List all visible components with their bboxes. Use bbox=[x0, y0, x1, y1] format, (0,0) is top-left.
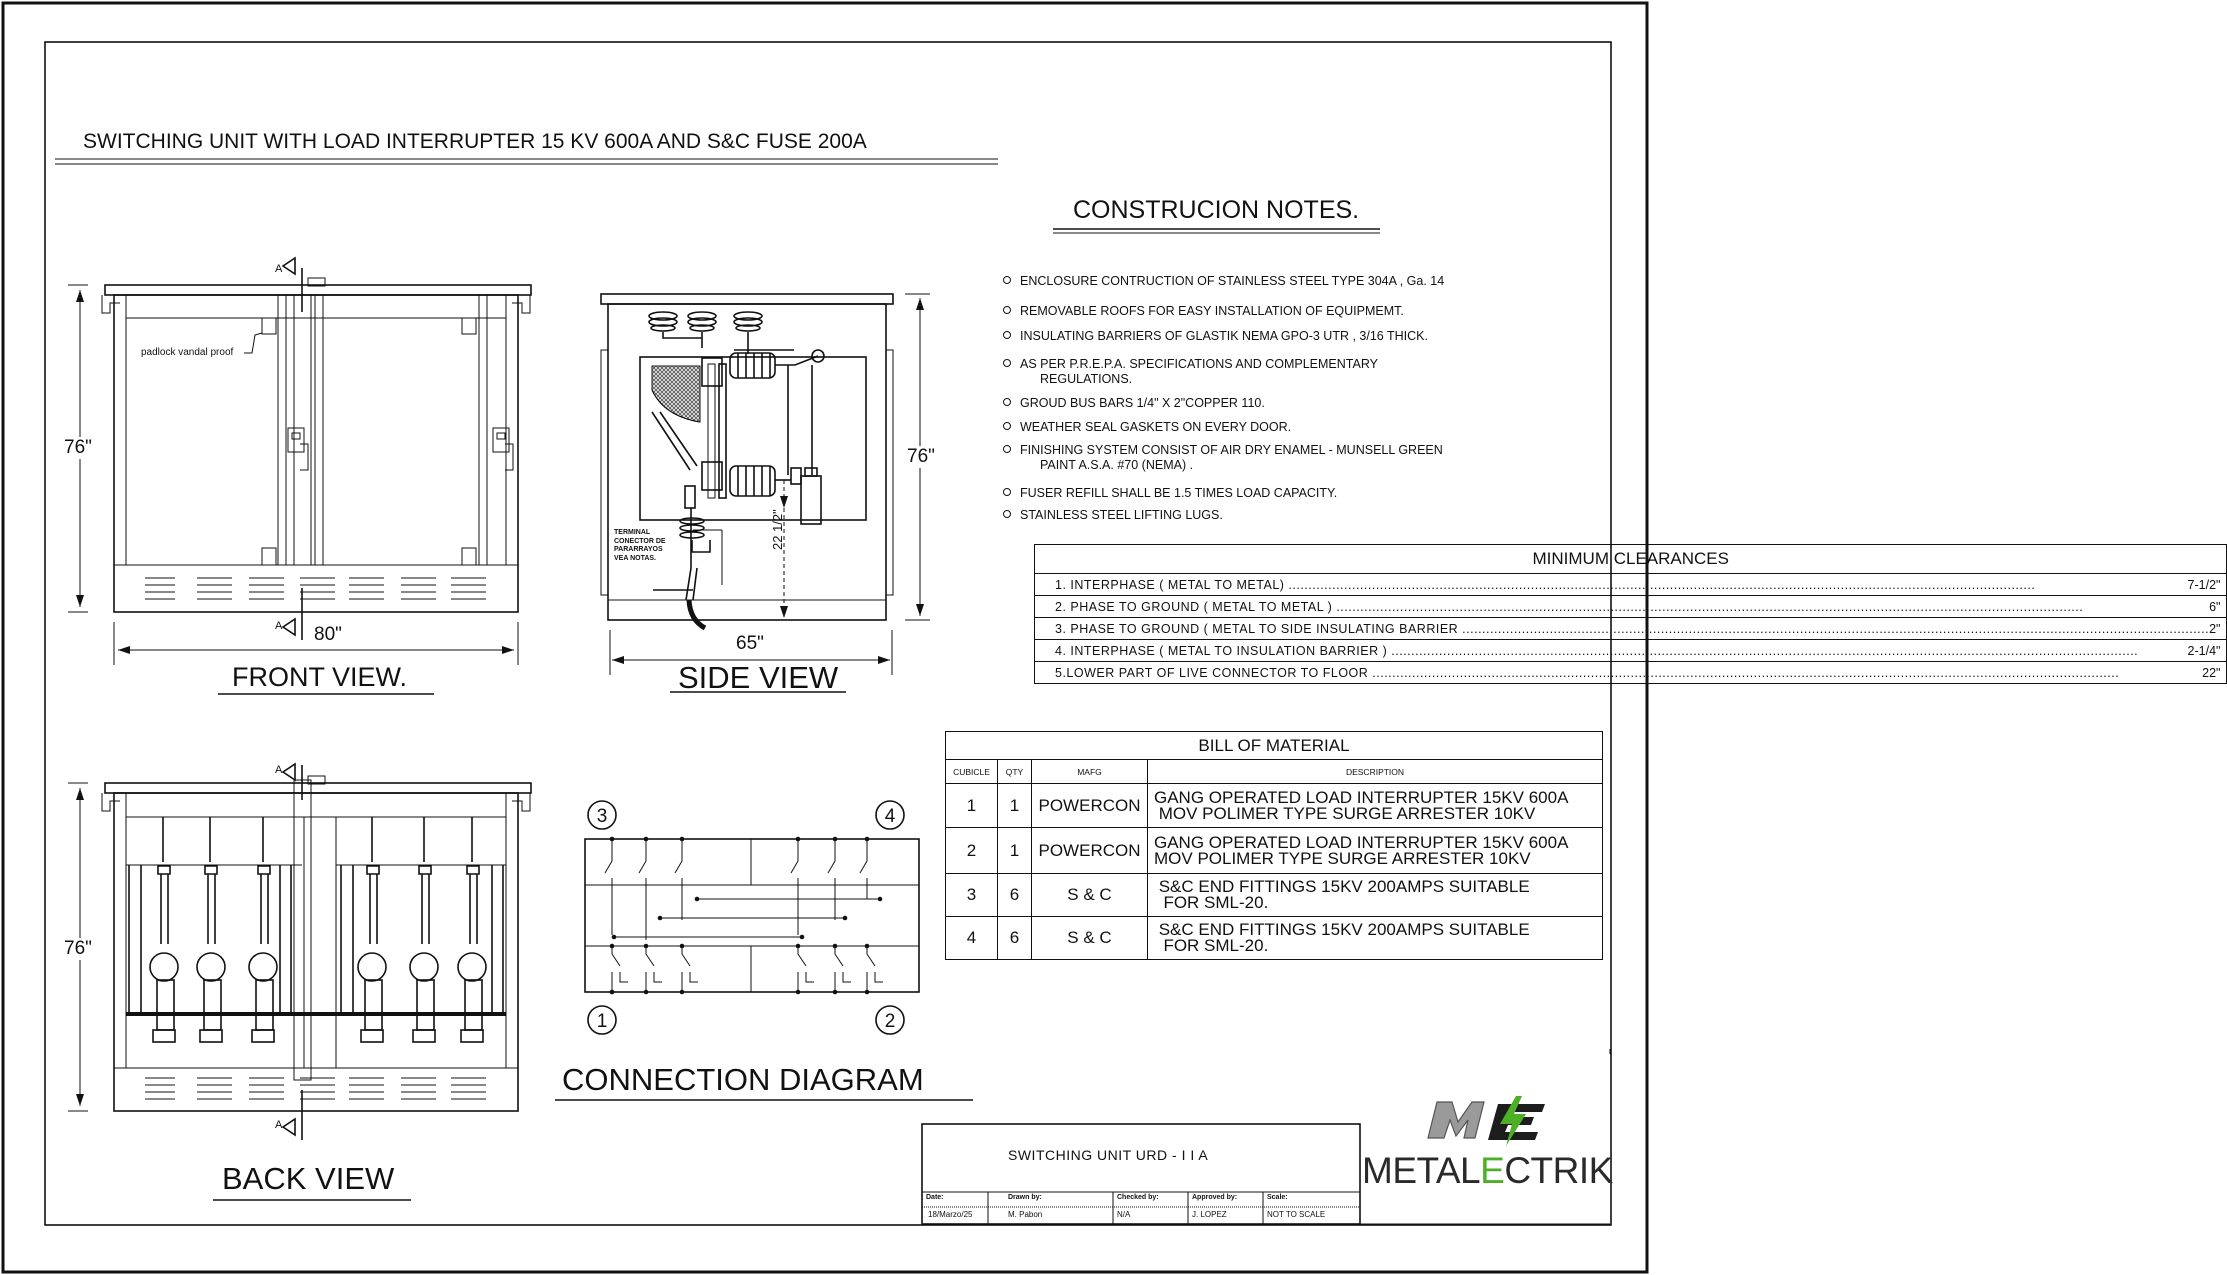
back-louvers bbox=[145, 1078, 486, 1099]
bom-row bbox=[946, 784, 1603, 828]
clearances-table bbox=[1034, 544, 2227, 684]
scale-value: NOT TO SCALE bbox=[1267, 1210, 1326, 1219]
bullet-icon bbox=[1003, 359, 1011, 367]
terminal-note-line: PARARRAYOS bbox=[614, 546, 663, 553]
note-6-text: WEATHER SEAL GASKETS ON EVERY DOOR. bbox=[1020, 420, 1292, 434]
bom-row bbox=[946, 917, 1603, 960]
note-5 bbox=[1020, 396, 1265, 410]
note-9 bbox=[1020, 508, 1223, 522]
bom-row bbox=[946, 874, 1603, 917]
side-view bbox=[601, 294, 930, 692]
terminal-note-line: CONECTOR DE bbox=[614, 537, 666, 545]
front-left-lip bbox=[102, 295, 120, 313]
note-1-text: ENCLOSURE CONTRUCTION OF STAINLESS STEEL TYPE 304A , Ga. 14 bbox=[1020, 274, 1445, 288]
front-view-label: FRONT VIEW. bbox=[232, 662, 408, 692]
node-4-label: 4 bbox=[884, 806, 896, 827]
notes-title: CONSTRUCION NOTES. bbox=[1073, 196, 1360, 224]
note-3-text: INSULATING BARRIERS OF GLASTIK NEMA GPO-3 UTR , 3/16 THICK. bbox=[1020, 329, 1428, 343]
front-handle-right bbox=[493, 428, 509, 452]
node-3-label: 3 bbox=[596, 806, 608, 827]
section-mark-back-top: A bbox=[275, 764, 283, 776]
bom-desc bbox=[1148, 917, 1603, 960]
clearance-row bbox=[1035, 618, 2227, 640]
bom-title: BILL OF MATERIAL bbox=[946, 732, 1603, 760]
date-label: Date: bbox=[926, 1194, 944, 1201]
back-left-phases bbox=[129, 817, 291, 1042]
side-top-bushings bbox=[649, 312, 762, 354]
connection-frame bbox=[585, 839, 919, 992]
bom-mafg: S & C bbox=[1032, 874, 1148, 917]
note-7-cont: PAINT A.S.A. #70 (NEMA) . bbox=[1040, 458, 1194, 472]
logo-mark bbox=[1428, 1096, 1545, 1146]
scale-label: Scale: bbox=[1267, 1194, 1288, 1201]
connection-dots bbox=[610, 837, 883, 995]
checked-by-value: N/A bbox=[1117, 1210, 1131, 1219]
logo-text-ctrik: CTRIK bbox=[1504, 1150, 1613, 1191]
bullet-icon bbox=[1003, 510, 1011, 518]
section-mark-front-top: A bbox=[275, 263, 283, 275]
bullet-icon bbox=[1003, 276, 1011, 284]
checked-by-label: Checked by: bbox=[1117, 1194, 1159, 1201]
bom-desc bbox=[1148, 828, 1603, 874]
clearance-label: 2. PHASE TO GROUND ( METAL TO METAL ) ..... bbox=[1055, 600, 2209, 614]
section-mark-front-bottom: A bbox=[275, 620, 283, 632]
front-louvers bbox=[145, 578, 486, 599]
side-width-dim: 65" bbox=[736, 633, 764, 654]
padlock-label: padlock vandal proof bbox=[141, 347, 234, 358]
bullet-icon bbox=[1003, 398, 1011, 406]
bom-desc-line: MOV POLIMER TYPE SURGE ARRESTER 10KV bbox=[1154, 803, 1536, 823]
bom-cubicle: 2 bbox=[946, 828, 998, 874]
clearance-value: 2-1/4" bbox=[2187, 643, 2221, 658]
metalectrik-logo bbox=[1362, 1150, 1613, 1192]
clearance-row bbox=[1035, 640, 2227, 662]
bom-header-qty: QTY bbox=[998, 760, 1032, 784]
logo-text-metal: METAL bbox=[1362, 1150, 1481, 1191]
back-view-label: BACK VIEW bbox=[222, 1161, 395, 1196]
connection-diagram bbox=[555, 801, 973, 1100]
clearances-title: MINIMUM CLEARANCES bbox=[1035, 545, 2227, 574]
side-body bbox=[608, 304, 886, 620]
bom-desc bbox=[1148, 784, 1603, 828]
clearance-value: 2" bbox=[2209, 621, 2221, 636]
date-value: 18/Marzo/25 bbox=[928, 1210, 973, 1219]
bom-mafg: POWERCON bbox=[1032, 784, 1148, 828]
bom-desc-line: FOR SML-20. bbox=[1154, 936, 1269, 955]
section-mark-back-bottom: A bbox=[275, 1119, 283, 1131]
note-8-text: FUSER REFILL SHALL BE 1.5 TIMES LOAD CAPACITY. bbox=[1020, 486, 1338, 500]
drawing-number: SWITCHING UNIT URD - I I A bbox=[1008, 1147, 1209, 1163]
bom-qty: 1 bbox=[998, 784, 1032, 828]
note-4-cont: REGULATIONS. bbox=[1040, 372, 1133, 386]
clearance-row bbox=[1035, 662, 2227, 684]
logo-text-e: E bbox=[1480, 1150, 1505, 1191]
connection-diagram-label: CONNECTION DIAGRAM bbox=[562, 1062, 924, 1097]
clearance-value: 6" bbox=[2209, 599, 2221, 614]
note-2 bbox=[1020, 304, 1404, 318]
bom-header-cubicle: CUBICLE bbox=[946, 760, 998, 784]
node-2-label: 2 bbox=[884, 1011, 896, 1032]
note-1 bbox=[1020, 274, 1444, 288]
clearance-row bbox=[1035, 596, 2227, 618]
bom-desc-line: GANG OPERATED LOAD INTERRUPTER 15KV 600A bbox=[1154, 832, 1569, 852]
terminal-note-line: VEA NOTAS. bbox=[614, 554, 657, 562]
side-clearance-dim: 22 1/2" bbox=[770, 509, 785, 550]
bom-table bbox=[945, 731, 1603, 960]
bom-qty: 6 bbox=[998, 917, 1032, 960]
front-height-dim: 76" bbox=[64, 437, 92, 458]
front-handle-left bbox=[288, 428, 304, 452]
note-9-text: STAINLESS STEEL LIFTING LUGS. bbox=[1020, 508, 1223, 522]
bullet-icon bbox=[1003, 422, 1011, 430]
back-view bbox=[68, 764, 531, 1200]
front-body bbox=[114, 295, 518, 612]
front-width-dim: 80" bbox=[314, 624, 342, 645]
clearance-label: 3. PHASE TO GROUND ( METAL TO SIDE INSULATING BARRIER ..... bbox=[1055, 622, 2209, 636]
clearance-label: 4. INTERPHASE ( METAL TO INSULATION BARRIER ) ..... bbox=[1055, 644, 2188, 658]
bom-row bbox=[946, 828, 1603, 874]
bom-desc bbox=[1148, 874, 1603, 917]
note-3 bbox=[1020, 329, 1428, 343]
note-8 bbox=[1020, 486, 1337, 500]
bom-desc-line: S&C END FITTINGS 15KV 200AMPS SUITABLE bbox=[1154, 920, 1530, 939]
back-body bbox=[114, 793, 518, 1111]
approved-by-value: J. LOPEZ bbox=[1192, 1210, 1227, 1219]
back-right-phases bbox=[341, 817, 503, 1042]
bom-desc-line: S&C END FITTINGS 15KV 200AMPS SUITABLE bbox=[1154, 877, 1530, 896]
note-4 bbox=[1020, 357, 1378, 371]
terminal-note bbox=[614, 529, 666, 563]
bom-mafg: POWERCON bbox=[1032, 828, 1148, 874]
bom-desc-line: MOV POLIMER TYPE SURGE ARRESTER 10KV bbox=[1154, 848, 1531, 868]
bom-cubicle: 3 bbox=[946, 874, 998, 917]
bom-cubicle: 4 bbox=[946, 917, 998, 960]
side-upper-fuse bbox=[702, 350, 824, 475]
note-2-text: REMOVABLE ROOFS FOR EASY INSTALLATION OF EQUIPMEMT. bbox=[1020, 304, 1404, 318]
side-view-label: SIDE VIEW bbox=[678, 660, 839, 695]
side-height-dim: 76" bbox=[907, 446, 935, 467]
bom-header-description: DESCRIPTION bbox=[1148, 760, 1603, 784]
note-5-text: GROUD BUS BARS 1/4" X 2"COPPER 110. bbox=[1020, 396, 1265, 410]
side-lower-fuse bbox=[702, 462, 821, 524]
note-7-text: FINISHING SYSTEM CONSIST OF AIR DRY ENAMEL - MUNSELL GREEN bbox=[1020, 443, 1443, 457]
bullet-icon bbox=[1003, 488, 1011, 496]
connection-switches-top bbox=[605, 839, 882, 940]
bom-desc-line: FOR SML-20. bbox=[1154, 893, 1269, 912]
note-7 bbox=[1020, 443, 1443, 457]
clearance-label: 5.LOWER PART OF LIVE CONNECTOR TO FLOOR ..... bbox=[1055, 666, 2202, 680]
clearance-value: 7-1/2" bbox=[2187, 577, 2221, 592]
bullet-icon bbox=[1003, 445, 1011, 453]
bom-qty: 6 bbox=[998, 874, 1032, 917]
back-height-dim: 76" bbox=[64, 938, 92, 959]
bullet-icon bbox=[1003, 331, 1011, 339]
note-4-text: AS PER P.R.E.P.A. SPECIFICATIONS AND COMPLEMENTARY bbox=[1020, 357, 1378, 371]
clearance-row bbox=[1035, 574, 2227, 596]
front-view bbox=[68, 258, 531, 694]
connection-switches-bottom bbox=[612, 946, 883, 992]
drawing-title: SWITCHING UNIT WITH LOAD INTERRUPTER 15 KV 600A AND S&C FUSE 200A bbox=[83, 130, 867, 153]
front-right-lip bbox=[512, 295, 530, 313]
approved-by-label: Approved by: bbox=[1192, 1194, 1238, 1201]
drawn-by-value: M. Pabon bbox=[1008, 1210, 1043, 1219]
clearance-value: 22" bbox=[2202, 665, 2221, 680]
bullet-icon bbox=[1003, 306, 1011, 314]
terminal-note-line: TERMINAL bbox=[614, 529, 651, 536]
node-1-label: 1 bbox=[596, 1011, 608, 1032]
bom-header-mafg: MAFG bbox=[1032, 760, 1148, 784]
bom-desc-line: GANG OPERATED LOAD INTERRUPTER 15KV 600A bbox=[1154, 787, 1569, 807]
bom-mafg: S & C bbox=[1032, 917, 1148, 960]
note-6 bbox=[1020, 420, 1291, 434]
drawn-by-label: Drawn by: bbox=[1008, 1194, 1042, 1201]
bom-qty: 1 bbox=[998, 828, 1032, 874]
clearance-label: 1. INTERPHASE ( METAL TO METAL) ..... bbox=[1055, 578, 2188, 592]
bom-cubicle: 1 bbox=[946, 784, 998, 828]
connection-buses bbox=[612, 899, 880, 937]
